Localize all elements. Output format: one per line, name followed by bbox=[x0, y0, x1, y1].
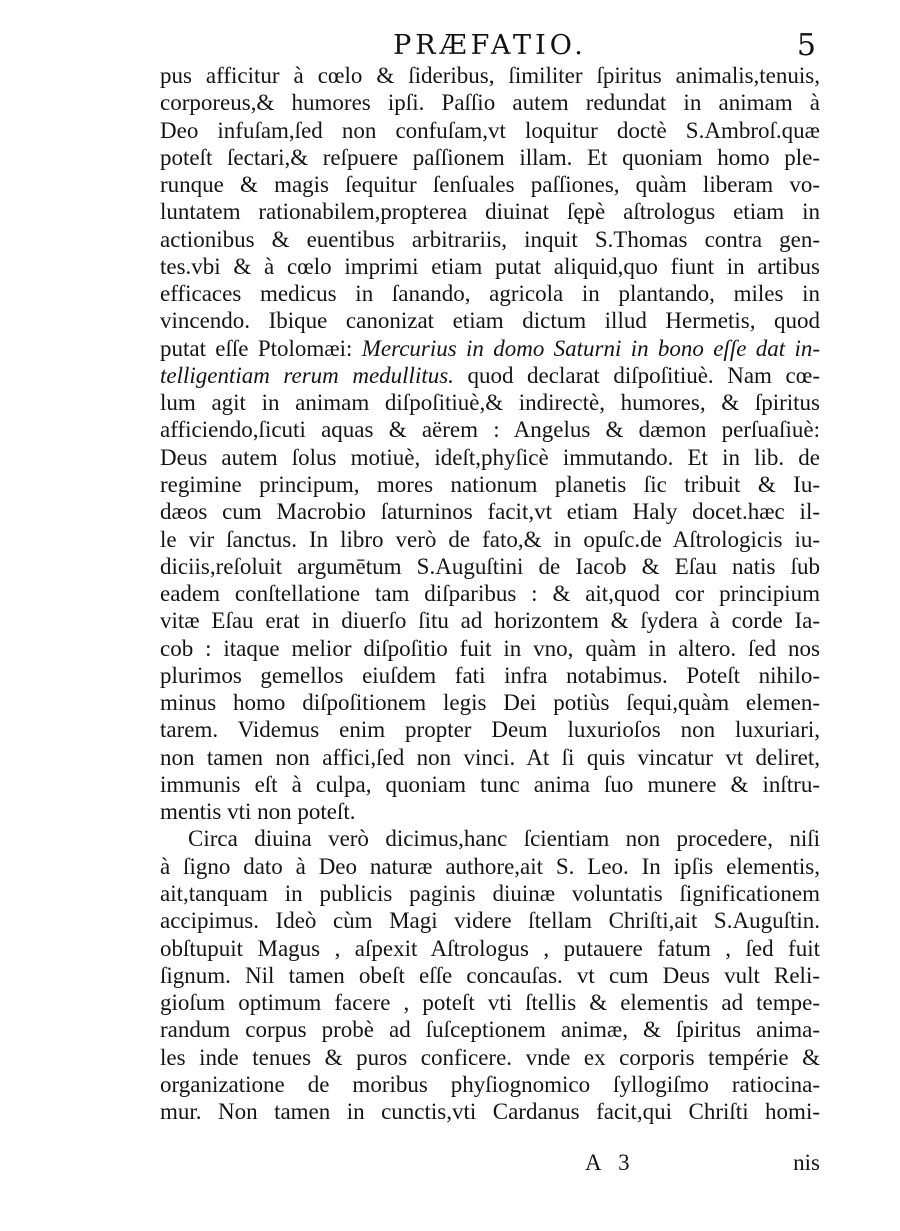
text-line-6: luntatem rationabilem,propterea diuinat ſępè aſtrologus etiam in bbox=[160, 199, 820, 225]
text-line-21: vitæ Eſau erat in diuerſo ſitu ad horizontem & ſydera à corde Ia- bbox=[160, 608, 820, 634]
text-line-11: putat eſſe Ptolomæi: Mercurius in domo Saturni in bono eſſe dat in- bbox=[160, 335, 820, 361]
body-text bbox=[160, 62, 820, 1125]
text-line-19: diciis,reſoluit argumētum S.Auguſtini de Iacob & Eſau natis ſub bbox=[160, 553, 820, 579]
text-line-37: les inde tenues & puros conficere. vnde ex corporis tempérie & bbox=[160, 1044, 820, 1070]
text-line-12: telligentiam rerum medullitus. quod declarat diſpoſitiuè. Nam cœ- bbox=[160, 362, 820, 388]
page-header bbox=[160, 26, 820, 66]
text-line-35: gioſum optimum facere , poteſt vti ſtellis & elementis ad tempe- bbox=[160, 990, 820, 1016]
text-line-4: poteſt ſectari,& reſpuere paſſionem illam. Et quoniam homo ple- bbox=[160, 144, 820, 170]
text-line-31: ait,tanquam in publicis paginis diuinæ voluntatis ſignificationem bbox=[160, 880, 820, 906]
text-line-24: minus homo diſpoſitionem legis Dei potiùs ſequi,quàm elemen- bbox=[160, 690, 820, 716]
text-line-22: cob : itaque melior diſpoſitio fuit in vno, quàm in altero. ſed nos bbox=[160, 635, 820, 661]
text-line-38: organizatione de moribus phyſiognomico ſyllogiſmo ratiocina- bbox=[160, 1071, 820, 1097]
text-line-17: dæos cum Macrobio ſaturninos facit,vt etiam Haly docet.hæc il- bbox=[160, 499, 820, 525]
page-footer bbox=[160, 1150, 820, 1184]
text-line-10: vincendo. Ibique canonizat etiam dictum illud Hermetis, quod bbox=[160, 308, 820, 334]
text-line-13: lum agit in animam diſpoſitiuè,& indirectè, humores, & ſpiritus bbox=[160, 390, 820, 416]
text-line-18: le vir ſanctus. In libro verò de fato,& in opuſc.de Aſtrologicis iu- bbox=[160, 526, 820, 552]
catchword: nis bbox=[793, 1150, 820, 1175]
running-head: PRÆFATIO. bbox=[393, 30, 587, 61]
text-line-36: randum corpus probè ad ſuſceptionem animæ, & ſpiritus anima- bbox=[160, 1017, 820, 1043]
text-line-28: mentis vti non poteſt. bbox=[160, 799, 356, 825]
text-line-27: immunis eſt à culpa, quoniam tunc anima ſuo munere & inſtru- bbox=[160, 771, 820, 797]
text-line-8: tes.vbi & à cœlo imprimi etiam putat aliquid,quo fiunt in artibus bbox=[160, 253, 820, 279]
text-line-3: Deo infuſam,ſed non confuſam,vt loquitur doctè S.Ambroſ.quæ bbox=[160, 117, 820, 143]
text-line-26: non tamen non affici,ſed non vinci. At ſi quis vincatur vt deliret, bbox=[160, 744, 820, 770]
text-line-16: regimine principum, mores nationum planetis ſic tribuit & Iu- bbox=[160, 471, 820, 497]
text-line-29: Circa diuina verò dicimus,hanc ſcientiam non procedere, niſi bbox=[188, 826, 820, 852]
page-number: 5 bbox=[796, 28, 816, 63]
text-line-32: accipimus. Ideò cùm Magi videre ſtellam Chriſti,ait S.Auguſtin. bbox=[160, 908, 820, 934]
text-line-20: eadem conſtellatione tam diſparibus : & ait,quod cor principium bbox=[160, 581, 820, 607]
text-line-7: actionibus & euentibus arbitrariis, inquit S.Thomas contra gen- bbox=[160, 226, 820, 252]
text-line-9: efficaces medicus in ſanando, agricola in plantando, miles in bbox=[160, 281, 820, 307]
text-line-39: mur. Non tamen in cunctis,vti Cardanus facit,qui Chriſti homi- bbox=[160, 1099, 820, 1125]
text-line-34: ſignum. Nil tamen obeſt eſſe concauſas. vt cum Deus vult Reli- bbox=[160, 962, 820, 988]
text-line-14: afficiendo,ſicuti aquas & aërem : Angelus & dæmon perſuaſiuè: bbox=[160, 417, 820, 443]
text-line-33: obſtupuit Magus , aſpexit Aſtrologus , putauere fatum , ſed fuit bbox=[160, 935, 820, 961]
text-line-2: corporeus,& humores ipſi. Paſſio autem redundat in animam à bbox=[160, 90, 820, 116]
text-line-25: tarem. Videmus enim propter Deum luxurioſos non luxuriari, bbox=[160, 717, 820, 743]
text-line-15: Deus autem ſolus motiuè, ideſt,phyſicè immutando. Et in lib. de bbox=[160, 444, 820, 470]
text-line-30: à ſigno dato à Deo naturæ authore,ait S. Leo. In ipſis elementis, bbox=[160, 853, 820, 879]
text-line-1: pus afficitur à cœlo & ſideribus, ſimiliter ſpiritus animalis,tenuis, bbox=[160, 63, 820, 88]
text-line-23: plurimos gemellos eiuſdem fati infra notabimus. Poteſt nihilo- bbox=[160, 662, 820, 688]
text-line-5: runque & magis ſequitur ſenſuales paſſiones, quàm liberam vo- bbox=[160, 172, 820, 198]
signature-mark: A 3 bbox=[585, 1150, 636, 1175]
